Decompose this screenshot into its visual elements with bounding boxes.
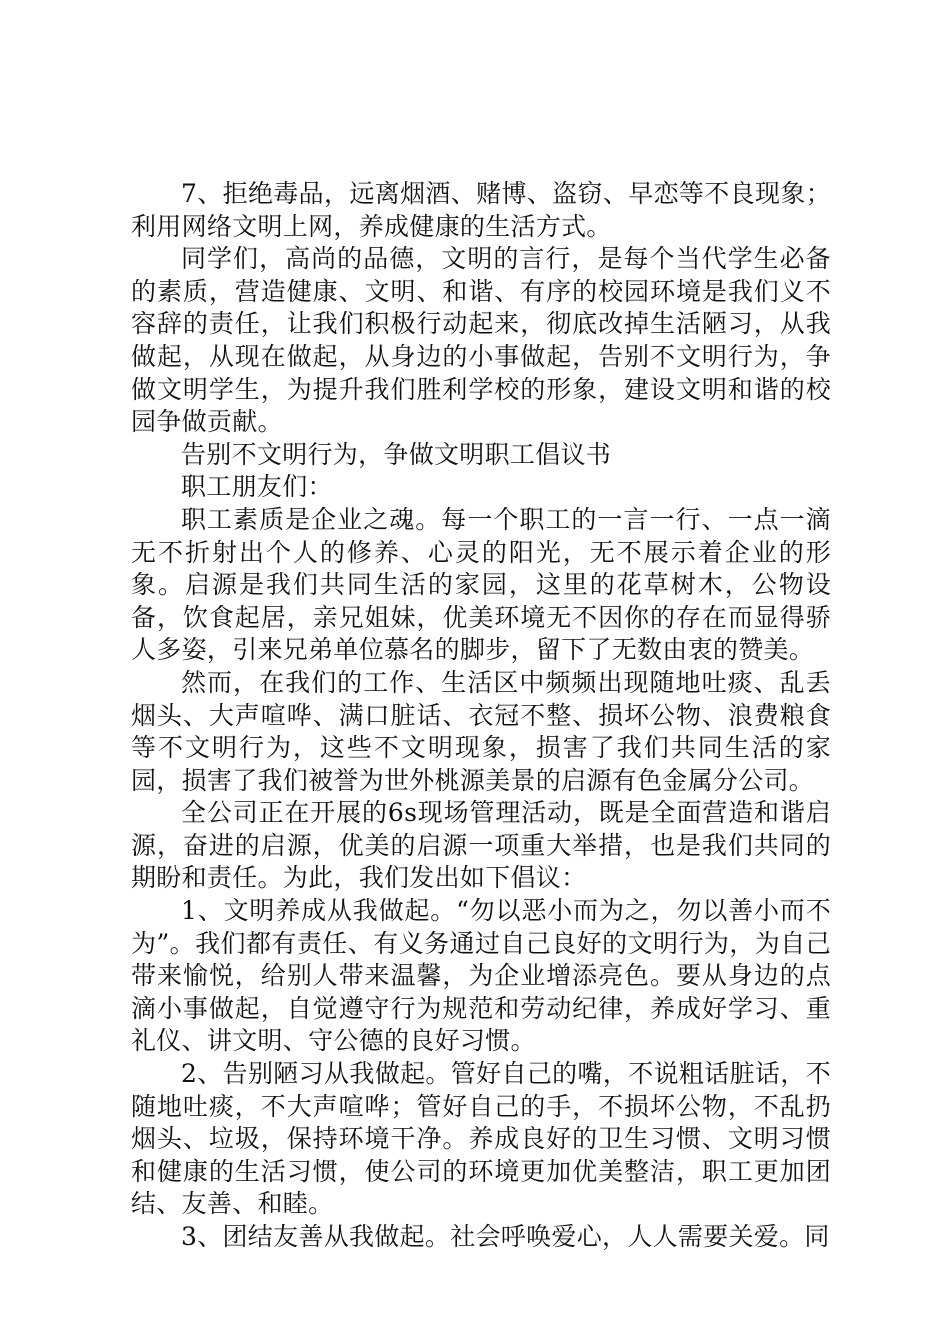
paragraph-worker-quality: 职工素质是企业之魂。每一个职工的一言一行、一点一滴无不折射出个人的修养、心灵的阳光，无不展示着企业的形象。启源是我们共同生活的家园，这里的花草树木，公物设备，饮食起居，亲兄姐妹，优美环境无不因你的存在而显得骄人多姿，引来兄弟单位慕名的脚步，留下了无数由衷的赞美。: [131, 504, 831, 665]
paragraph-uncivilized-behavior: 然而，在我们的工作、生活区中频频出现随地吐痰、乱丢烟头、大声喧哗、满口脏话、衣冠不整、损坏公物、浪费粮食等不文明行为，这些不文明现象，损害了我们共同生活的家园，损害了我们被誉为世外桃源美景的启源有色金属分公司。: [131, 667, 831, 795]
paragraph-6s-activity: 全公司正在开展的6s现场管理活动，既是全面营造和谐启源，奋进的启源，优美的启源一项重大举措，也是我们共同的期盼和责任。为此，我们发出如下倡议：: [131, 798, 831, 893]
document-body: [131, 178, 831, 1254]
paragraph-students-appeal: 同学们，高尚的品德，文明的言行，是每个当代学生必备的素质，营造健康、文明、和谐、有序的校园环境是我们义不容辞的责任，让我们积极行动起来，彻底改掉生活陋习，从我做起，从现在做起，从身边的小事做起，告别不文明行为，争做文明学生，为提升我们胜利学校的形象，建设文明和谐的校园争做贡献。: [131, 244, 831, 437]
proposal-title: 告别不文明行为，争做文明职工倡议书: [181, 439, 612, 469]
paragraph-proposal-1: 1、文明养成从我做起。“勿以恶小而为之，勿以善小而不为”。我们都有责任、有义务通过自己良好的文明行为，为自己带来愉悦，给别人带来温馨，为企业增添亮色。要从身边的点滴小事做起，自觉遵守行为规范和劳动纪律，养成好学习、重礼仪、讲文明、守公德的良好习惯。: [131, 896, 831, 1056]
paragraph-proposal-3: 3、团结友善从我做起。社会呼唤爱心，人人需要关爱。同: [181, 1222, 830, 1251]
paragraph-proposal-2: 2、告别陋习从我做起。管好自己的嘴，不说粗话脏话，不随地吐痰，不大声喧哗；管好自己的手，不损坏公物，不乱扔烟头、垃圾，保持环境干净。养成良好的卫生习惯、文明习惯和健康的生活习惯，使公司的环境更加优美整洁，职工更加团结、友善、和睦。: [131, 1059, 831, 1219]
paragraph-item-7: 7、拒绝毒品，远离烟酒、赌博、盗窃、早恋等不良现象；利用网络文明上网，养成健康的生活方式。: [131, 179, 831, 241]
salutation: 职工朋友们：: [181, 472, 333, 502]
